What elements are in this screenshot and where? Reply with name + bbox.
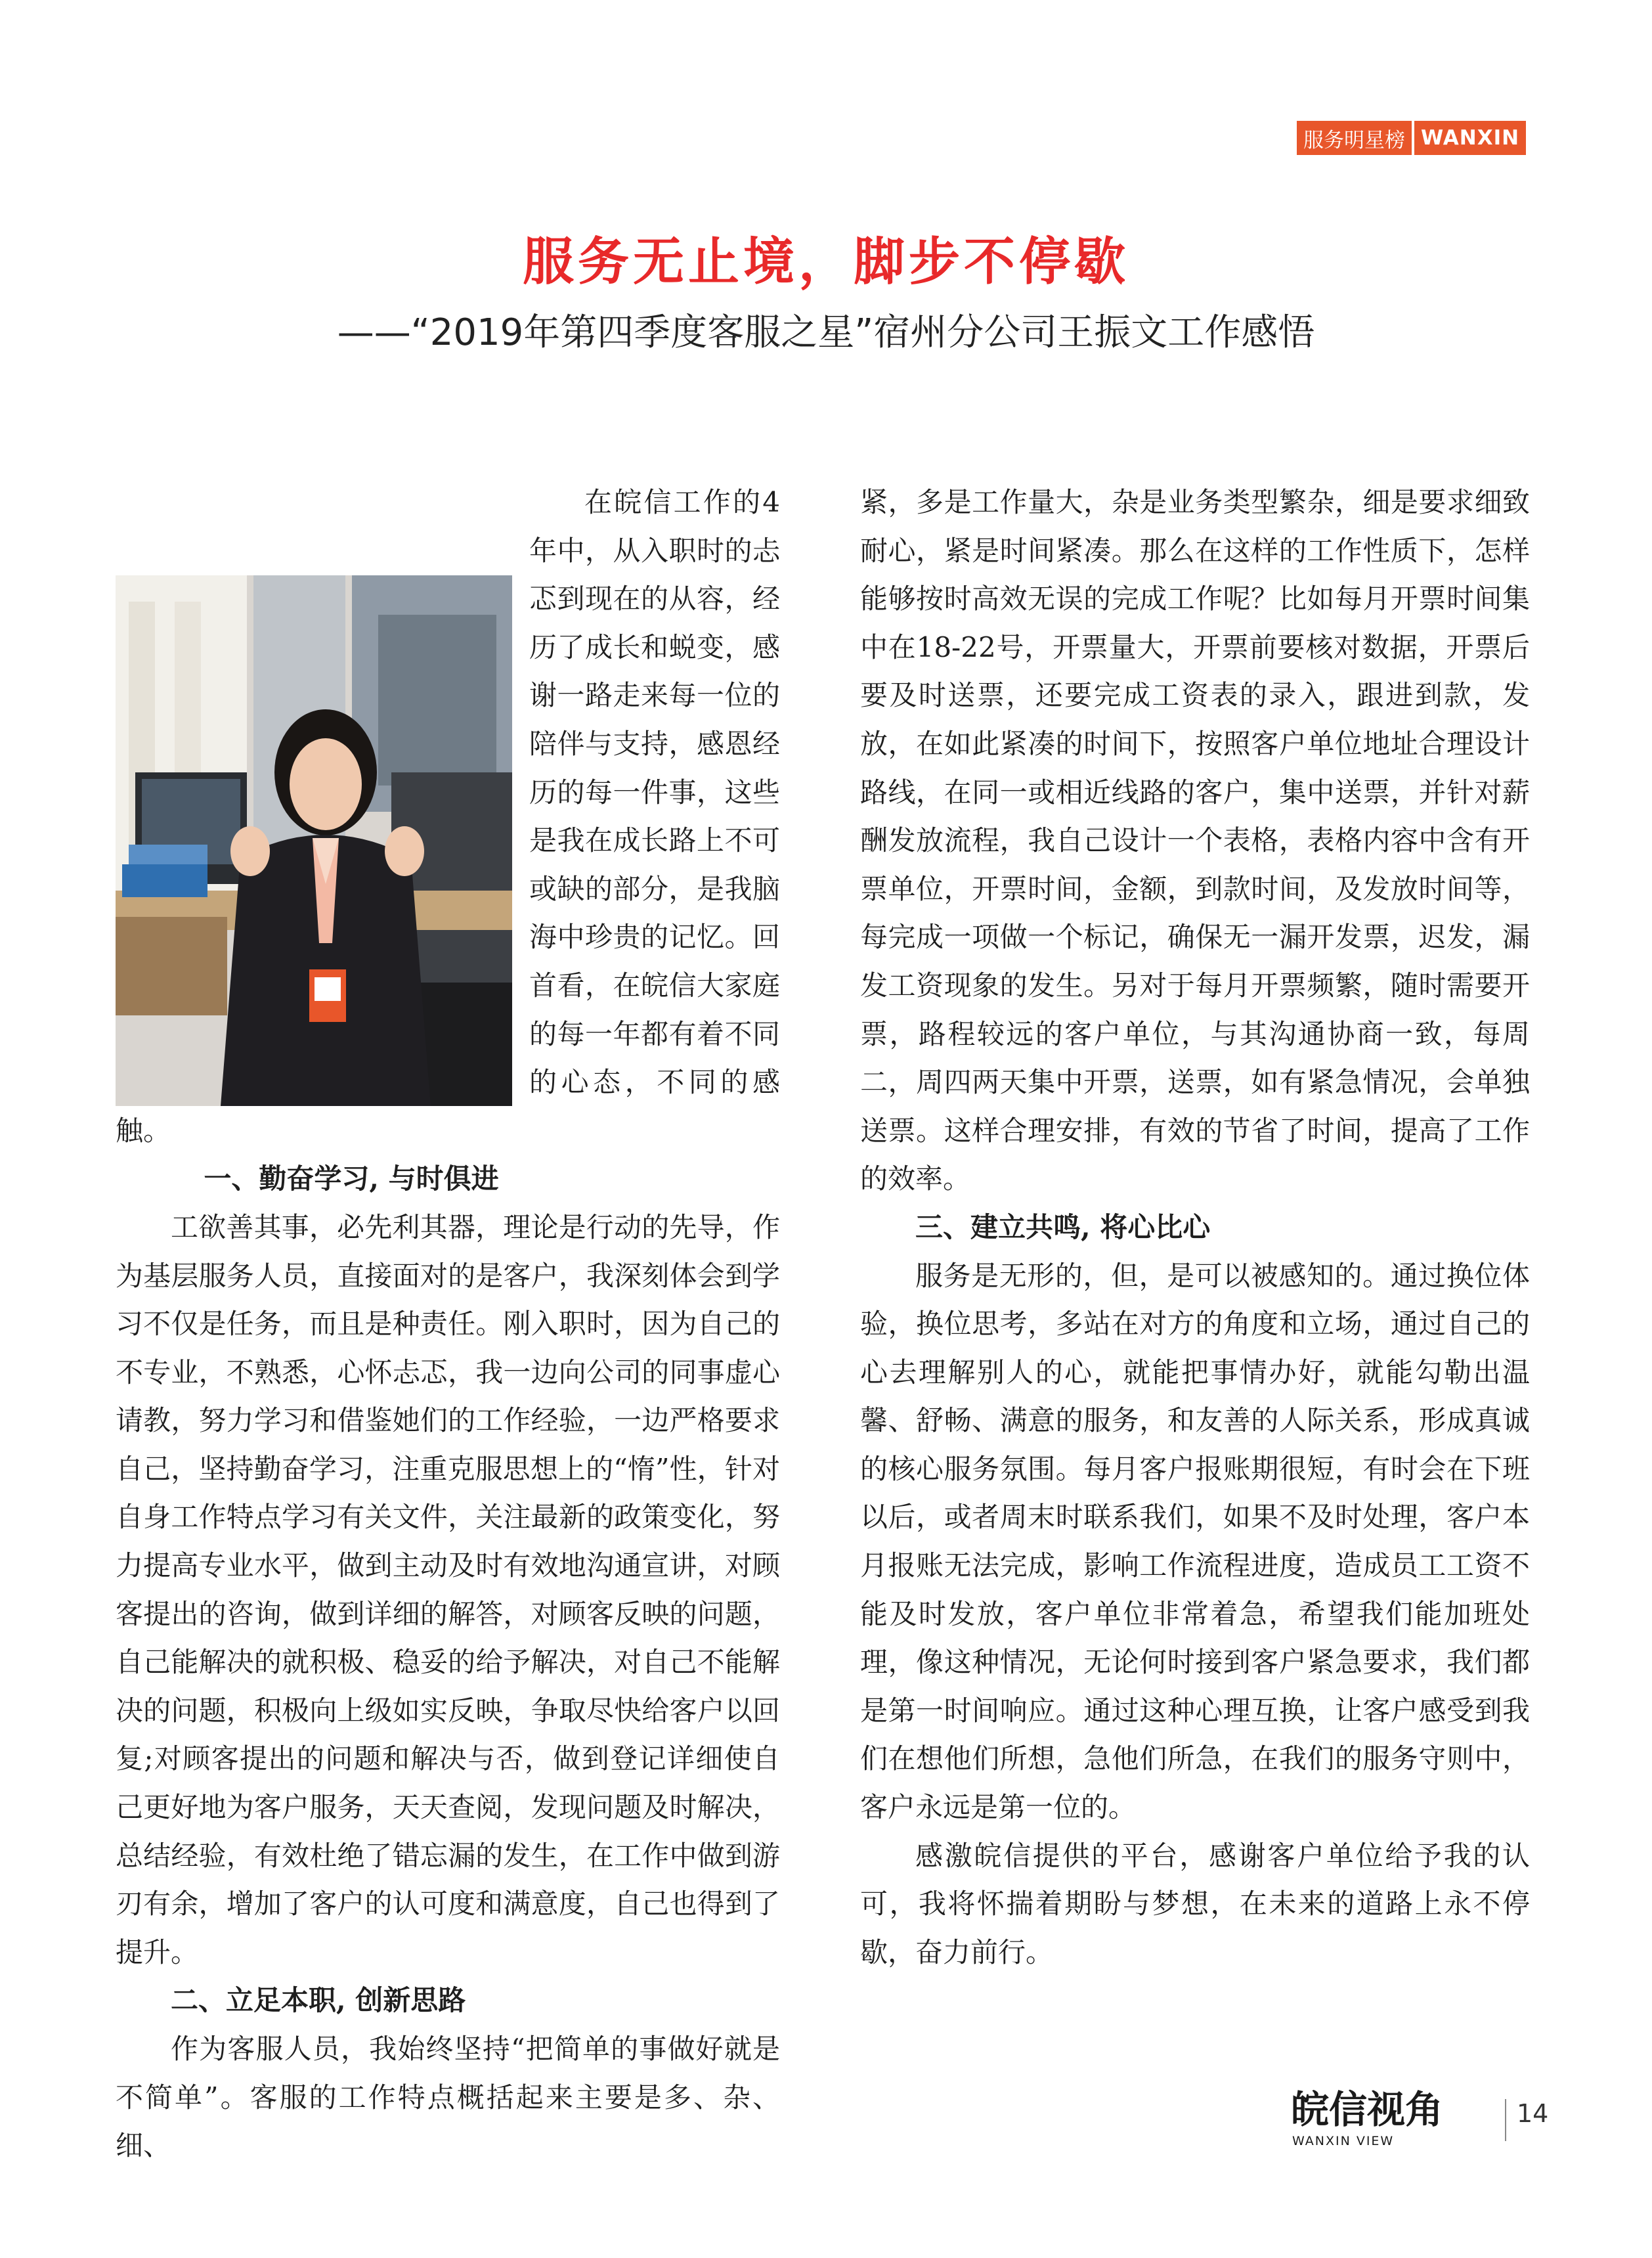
section-badge xyxy=(1297,121,1526,155)
logo-cn-text: 皖信视角 xyxy=(1291,2087,1444,2132)
article-subtitle: ——“2019年第四季度客服之星”宿州分公司王振文工作感悟 xyxy=(337,311,1315,354)
innovate-paragraph-continued: 紧，多是工作量大，杂是业务类型繁杂，细是要求细致耐心，紧是时间紧凑。那么在这样的工作性质下，怎样能够按时高效无误的完成工作呢？比如每月开票时间集中在18-22号，开票量大，开票前要核对数据，开票后要及时送票，还要完成工资表的录入，跟进到款，发放，在如此紧凑的时间下，按照客户单位地址合理设计路线，在同一或相近线路的客户，集中送票，并针对薪酬发放流程，我自己设计一个表格，表格内容中含有开票单位，开票时间，金额，到款时间，及发放时间等，每完成一项做一个标记，确保无一漏开发票，迟发，漏发工资现象的发生。另对于每月开票频繁，随时需要开票，路程较远的客户单位，与其沟通协商一致，每周二，周四两天集中开票，送票，如有紧急情况，会单独送票。这样合理安排，有效的节省了时间，提高了工作的效率。 xyxy=(860,486,1530,1195)
portrait-photo-illustration xyxy=(116,575,512,1106)
heading-study: 一、勤奋学习, 与时俱进 xyxy=(204,1162,499,1195)
magazine-logo-mark xyxy=(1291,2082,1501,2154)
innovate-paragraph-start: 作为客服人员，我始终坚持“把简单的事做好就是不简单”。客服的工作特点概括起来主要是多、杂、细、 xyxy=(116,2033,780,2162)
page-number: 14 xyxy=(1517,2099,1549,2128)
heading-empathy: 三、建立共鸣, 将心比心 xyxy=(915,1210,1211,1243)
study-paragraph: 工欲善其事，必先利其器，理论是行动的先导，作为基层服务人员，直接面对的是客户，我深刻体会到学习不仅是任务，而且是种责任。刚入职时，因为自己的不专业，不熟悉，心怀忐忑，我一边向公司的同事虚心请教，努力学习和借鉴她们的工作经验，一边严格要求自己，坚持勤奋学习，注重克服思想上的“惰”性，针对自身工作特点学习有关文件，关注最新的政策变化，努力提高专业水平，做到主动及时有效地沟通宣讲，对顾客提出的咨询，做到详细的解答，对顾客反映的问题，自己能解决的就积极、稳妥的给予解决，对自己不能解决的问题，积极向上级如实反映，争取尽快给客户以回复;对顾客提出的问题和解决与否，做到登记详细使自己更好地为客户服务，天天查阅，发现问题及时解决，总结经验，有效杜绝了错忘漏的发生，在工作中做到游刃有余，增加了客户的认可度和满意度，自己也得到了提升。 xyxy=(116,1210,780,1968)
empathy-paragraph: 服务是无形的，但，是可以被感知的。通过换位体验，换位思考，多站在对方的角度和立场，通过自己的心去理解别人的心，就能把事情办好，就能勾勒出温馨、舒畅、满意的服务，和友善的人际关系，形成真诚的核心服务氛围。每月客户报账期很短，有时会在下班以后，或者周末时联系我们，如果不及时处理，客户本月报账无法完成，影响工作流程进度，造成员工工资不能及时发放，客户单位非常着急，希望我们能加班处理，像这种情况，无论何时接到客户紧急要求，我们都是第一时间响应。通过这种心理互换，让客户感受到我们在想他们所想，急他们所急，在我们的服务守则中，客户永远是第一位的。 xyxy=(860,1259,1530,1824)
footer-divider xyxy=(1505,2099,1506,2141)
intro-text: 在皖信工作的4年中，从入职时的忐忑到现在的从容，经历了成长和蜕变，感谢一路走来每一位的陪伴与支持，感恩经历的每一件事，这些是我在成长路上不可或缺的部分，是我脑海中珍贵的记忆。回首看，在皖信大家庭的每一年都有着不同的心态，不同的感触。 xyxy=(116,486,780,1147)
section-label: 服务明星榜 xyxy=(1297,121,1412,155)
left-column xyxy=(116,478,780,2170)
article-title: 服务无止境，脚步不停歇 xyxy=(522,232,1129,292)
heading-innovate: 二、立足本职, 创新思路 xyxy=(171,1984,466,2017)
logo-en-text: WANXIN VIEW xyxy=(1292,2134,1395,2148)
brand-label: WANXIN xyxy=(1414,121,1526,155)
portrait-photo xyxy=(116,575,512,1106)
closing-paragraph: 感激皖信提供的平台，感谢客户单位给予我的认可，我将怀揣着期盼与梦想，在未来的道路上永不停歇，奋力前行。 xyxy=(860,1839,1530,1968)
magazine-logo xyxy=(1291,2082,1501,2154)
intro-paragraph xyxy=(116,478,780,1155)
right-column xyxy=(860,478,1530,1976)
